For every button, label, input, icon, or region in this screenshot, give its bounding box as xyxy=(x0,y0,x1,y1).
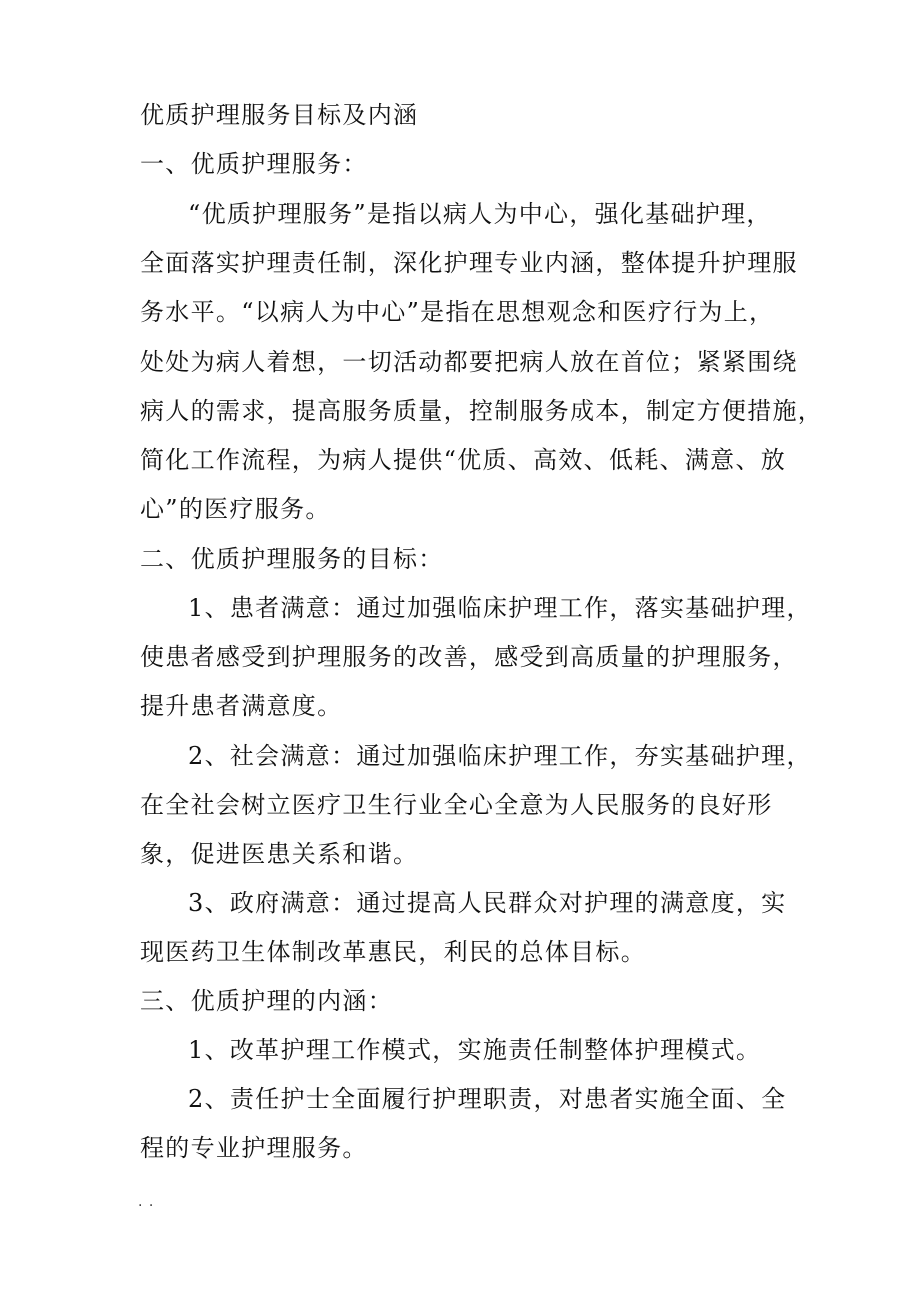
section2-heading: 二、优质护理服务的目标： xyxy=(140,545,444,573)
section3-item2-line: 程的专业护理服务。 xyxy=(140,1134,368,1162)
section1-paragraph-line: 务水平。“以病人为中心”是指在思想观念和医疗行为上， xyxy=(140,298,775,326)
section2-item2-line: 2、社会满意：通过加强临床护理工作，夯实基础护理， xyxy=(188,742,812,770)
document-title: 优质护理服务目标及内涵 xyxy=(140,101,419,129)
section2-item1-line: 使患者感受到护理服务的改善，感受到高质量的护理服务， xyxy=(140,643,798,671)
section1-paragraph-line: 心”的医疗服务。 xyxy=(140,495,331,523)
section2-item3-line: 现医药卫生体制改革惠民，利民的总体目标。 xyxy=(140,938,646,966)
section2-item2-line: 在全社会树立医疗卫生行业全心全意为人民服务的良好形 xyxy=(140,791,773,819)
section1-paragraph-line: 病人的需求，提高服务质量，控制服务成本，制定方便措施， xyxy=(140,397,824,425)
section2-item1-line: 提升患者满意度。 xyxy=(140,692,343,720)
footer-mark: . . xyxy=(138,1194,155,1210)
section2-item3-line: 3、政府满意：通过提高人民群众对护理的满意度，实 xyxy=(188,889,787,917)
section1-paragraph-line: “优质护理服务”是指以病人为中心，强化基础护理， xyxy=(188,200,772,228)
section3-heading: 三、优质护理的内涵： xyxy=(140,987,393,1015)
section3-item2-line: 2、责任护士全面履行护理职责，对患者实施全面、全 xyxy=(188,1085,787,1113)
section2-item2-line: 象，促进医患关系和谐。 xyxy=(140,840,419,868)
section2-item1-line: 1、患者满意：通过加强临床护理工作，落实基础护理， xyxy=(188,594,812,622)
section1-paragraph-line: 全面落实护理责任制，深化护理专业内涵，整体提升护理服 xyxy=(140,249,798,277)
section3-item1-line: 1、改革护理工作模式，实施责任制整体护理模式。 xyxy=(188,1036,762,1064)
section1-heading: 一、优质护理服务： xyxy=(140,150,368,178)
section1-paragraph-line: 处处为病人着想，一切活动都要把病人放在首位；紧紧围绕 xyxy=(140,348,798,376)
section1-paragraph-line: 简化工作流程，为病人提供“优质、高效、低耗、满意、放 xyxy=(140,446,787,474)
